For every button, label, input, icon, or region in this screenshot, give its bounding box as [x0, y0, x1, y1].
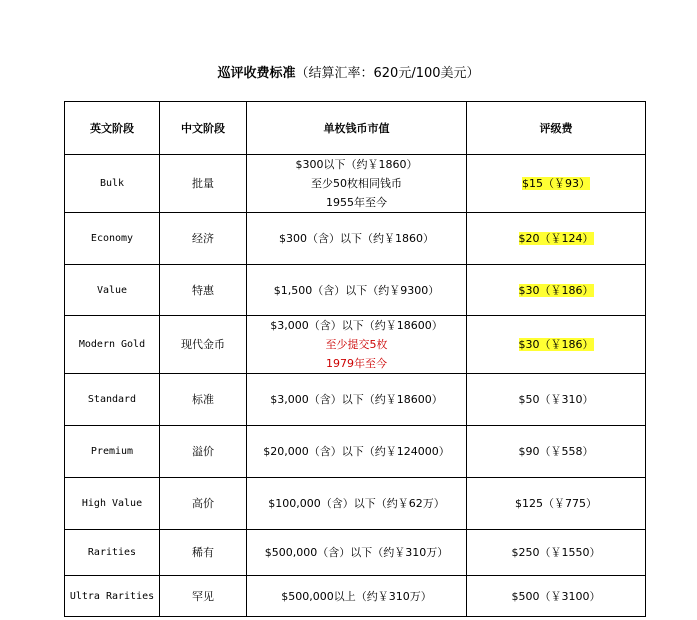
cell-coin-value: [247, 265, 467, 316]
fee-highlighted: $30（￥186）: [518, 338, 594, 351]
header-chinese-stage: 中文阶段: [160, 102, 247, 155]
value-line: 至少50枚相同钱币: [311, 177, 402, 190]
cell-chinese-stage: 稀有: [160, 530, 247, 576]
cell-english-stage: High Value: [65, 478, 160, 530]
header-english-stage: 英文阶段: [65, 102, 160, 155]
cell-chinese-stage: 高价: [160, 478, 247, 530]
value-line: $500,000以上（约￥310万）: [281, 589, 432, 603]
table-row: [65, 576, 646, 617]
cell-chinese-stage: 溢价: [160, 426, 247, 478]
fee-highlighted: $20（￥124）: [518, 232, 594, 245]
cell-grading-fee: $50（￥310）: [467, 374, 646, 426]
cell-chinese-stage: 批量: [160, 155, 247, 213]
value-line: 1955年至今: [326, 196, 387, 209]
table-row: [65, 478, 646, 530]
cell-grading-fee: [467, 265, 646, 316]
cell-grading-fee: $250（￥1550）: [467, 530, 646, 576]
title-exchange-rate: （结算汇率：620元/100美元）: [295, 66, 480, 81]
value-line: $20,000（含）以下（约￥124000）: [263, 445, 450, 458]
cell-english-stage: Rarities: [65, 530, 160, 576]
table-row: [65, 426, 646, 478]
cell-coin-value: [247, 213, 467, 265]
cell-english-stage: Modern Gold: [65, 316, 160, 374]
value-line: $3,000（含）以下（约￥18600）: [270, 319, 443, 332]
cell-coin-value: [247, 478, 467, 530]
cell-english-stage: Bulk: [65, 155, 160, 213]
title-main: 巡评收费标准: [217, 66, 296, 81]
fee-highlighted: $30（￥186）: [518, 283, 594, 297]
cell-chinese-stage: 经济: [160, 213, 247, 265]
cell-english-stage: Value: [65, 265, 160, 316]
value-line: $500,000（含）以下（约￥310万）: [264, 546, 449, 559]
cell-coin-value: [247, 155, 467, 213]
cell-chinese-stage: 特惠: [160, 265, 247, 316]
cell-coin-value: [247, 530, 467, 576]
value-line: $300以下（约￥1860）: [295, 158, 418, 171]
value-line: $3,000（含）以下（约￥18600）: [270, 393, 443, 406]
cell-grading-fee: [467, 316, 646, 374]
cell-chinese-stage: 现代金币: [160, 316, 247, 374]
cell-english-stage: Economy: [65, 213, 160, 265]
cell-grading-fee: [467, 155, 646, 213]
cell-grading-fee: $500（￥3100）: [467, 576, 646, 617]
table-row: [65, 155, 646, 213]
page-title: [0, 62, 697, 81]
table-row: [65, 213, 646, 265]
table-header-row: [65, 102, 646, 155]
value-line-year: 1979年至今: [326, 357, 387, 370]
cell-english-stage: Standard: [65, 374, 160, 426]
cell-grading-fee: $125（￥775）: [467, 478, 646, 530]
value-line-requirement: 至少提交5枚: [325, 338, 388, 351]
cell-coin-value: [247, 374, 467, 426]
fee-highlighted: $15（￥93）: [522, 177, 590, 190]
cell-english-stage: Ultra Rarities: [65, 576, 160, 617]
table-row: [65, 374, 646, 426]
value-line: $300（含）以下（约￥1860）: [279, 232, 434, 245]
cell-coin-value: [247, 316, 467, 374]
table-row: [65, 530, 646, 576]
cell-chinese-stage: 标准: [160, 374, 247, 426]
cell-chinese-stage: 罕见: [160, 576, 247, 617]
cell-english-stage: Premium: [65, 426, 160, 478]
cell-coin-value: [247, 426, 467, 478]
cell-coin-value: [247, 576, 467, 617]
value-line: $100,000（含）以下（约￥62万）: [268, 497, 445, 510]
table-row: [65, 265, 646, 316]
cell-grading-fee: [467, 213, 646, 265]
cell-grading-fee: $90（￥558）: [467, 426, 646, 478]
table-row: [65, 316, 646, 374]
header-coin-value: 单枚钱币市值: [247, 102, 467, 155]
header-grading-fee: 评级费: [467, 102, 646, 155]
value-line: $1,500（含）以下（约￥9300）: [273, 283, 440, 297]
grading-fee-table: [64, 101, 646, 617]
